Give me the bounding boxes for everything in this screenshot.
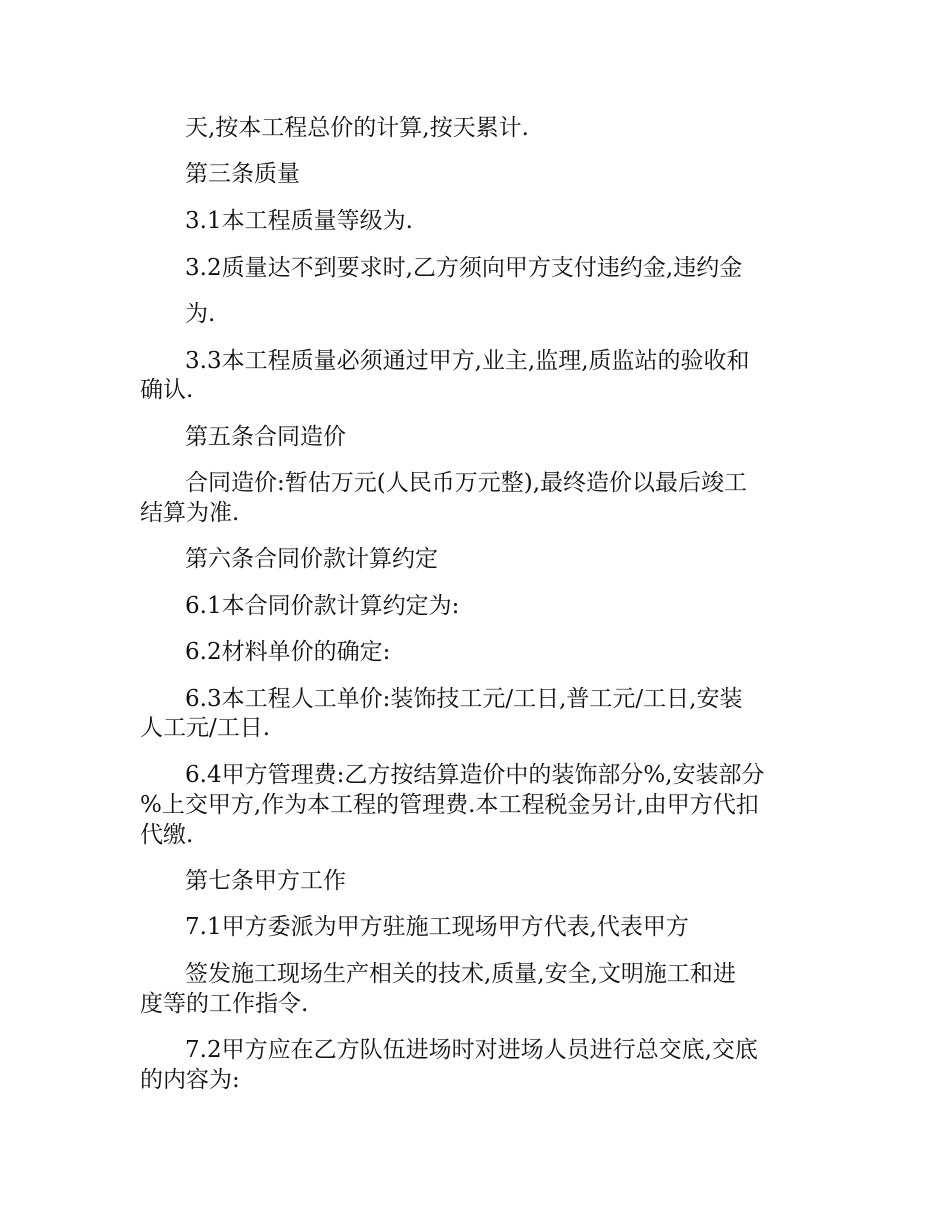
- text-line: 7.1甲方委派为甲方驻施工现场甲方代表,代表甲方: [185, 914, 689, 940]
- text-line: 6.2材料单价的确定:: [185, 639, 391, 665]
- text-line: 合同造价:暂估万元(人民币万元整),最终造价以最后竣工: [185, 470, 748, 496]
- text-line: 天,按本工程总价的计算,按天累计.: [185, 115, 529, 141]
- text-line: 7.2甲方应在乙方队伍进场时对进场人员进行总交底,交底: [185, 1037, 758, 1063]
- section-heading: 第三条质量: [185, 161, 300, 187]
- text-line: %上交甲方,作为本工程的管理费.本工程税金另计,由甲方代扣: [140, 792, 759, 818]
- text-line: 为.: [185, 301, 216, 327]
- text-line: 代缴.: [140, 822, 194, 848]
- section-heading: 第五条合同造价: [185, 424, 346, 450]
- text-line: 人工元/工日.: [140, 715, 271, 741]
- text-line: 6.1本合同价款计算约定为:: [185, 593, 460, 619]
- text-line: 签发施工现场生产相关的技术,质量,安全,文明施工和进: [185, 961, 736, 987]
- text-line: 确认.: [140, 377, 194, 403]
- section-heading: 第六条合同价款计算约定: [185, 546, 438, 572]
- text-line: 3.2质量达不到要求时,乙方须向甲方支付违约金,违约金: [185, 255, 743, 281]
- text-line: 6.4甲方管理费:乙方按结算造价中的装饰部分%,安装部分: [185, 762, 765, 788]
- text-line: 6.3本工程人工单价:装饰技工元/工日,普工元/工日,安装: [185, 686, 743, 712]
- section-heading: 第七条甲方工作: [185, 868, 346, 894]
- text-line: 3.1本工程质量等级为.: [185, 208, 413, 234]
- text-line: 的内容为:: [140, 1067, 240, 1093]
- text-line: 结算为准.: [140, 500, 240, 526]
- text-line: 度等的工作指令.: [140, 991, 309, 1017]
- text-line: 3.3本工程质量必须通过甲方,业主,监理,质监站的验收和: [185, 348, 750, 374]
